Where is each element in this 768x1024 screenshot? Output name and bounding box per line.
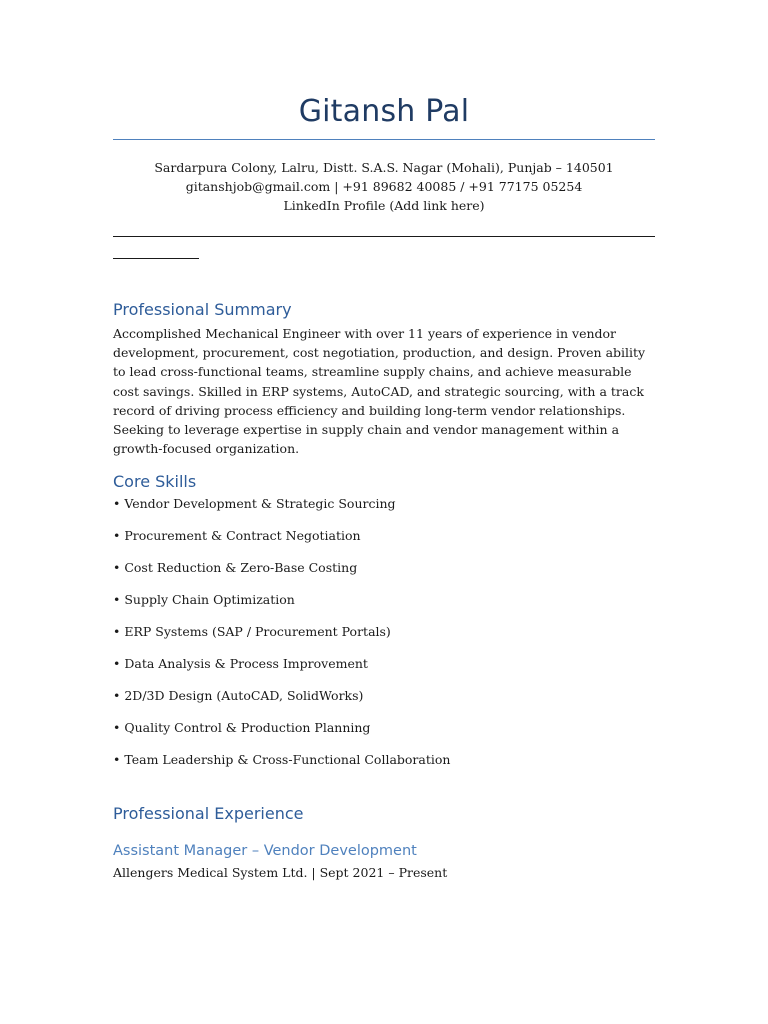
candidate-name: Gitansh Pal	[298, 94, 470, 129]
skill-item: • Team Leadership & Cross-Functional Collaboration	[113, 752, 451, 767]
summary-text: Accomplished Mechanical Engineer with over 11 years of experience in vendor development, procurement, cost negotiation, production, and design. Proven ability to lead cross-functional teams, streamline supply chains, and achieve measurable cost savings. Skilled in ERP systems, AutoCAD, and strategic sourcing, with a track record of driving process efficiency and building long-term vendor relationships. Seeking to leverage expertise in supply chain and vendor management within a growth-focused organization.	[113, 326, 646, 457]
job-title: Assistant Manager – Vendor Development	[113, 843, 417, 859]
skill-item: • Procurement & Contract Negotiation	[113, 528, 361, 543]
summary-heading: Professional Summary	[113, 300, 292, 319]
skill-item: • 2D/3D Design (AutoCAD, SolidWorks)	[113, 688, 364, 703]
skills-heading: Core Skills	[113, 472, 197, 491]
linkedin-line: LinkedIn Profile (Add link here)	[283, 198, 485, 213]
separator-line	[113, 236, 655, 237]
skill-item: • Supply Chain Optimization	[113, 592, 295, 607]
skill-item: • Vendor Development & Strategic Sourcing	[113, 496, 396, 511]
skill-item: • Quality Control & Production Planning	[113, 720, 371, 735]
skill-item: • Cost Reduction & Zero-Base Costing	[113, 560, 358, 575]
skill-item: • Data Analysis & Process Improvement	[113, 656, 368, 671]
separator-line-continuation	[113, 258, 199, 259]
experience-heading: Professional Experience	[113, 804, 304, 823]
contact-line: gitanshjob@gmail.com | +91 89682 40085 / +91 77175 05254	[185, 179, 583, 194]
title-underline	[113, 139, 655, 140]
address-line: Sardarpura Colony, Lalru, Distt. S.A.S. Nagar (Mohali), Punjab – 140501	[154, 160, 614, 175]
skill-item: • ERP Systems (SAP / Procurement Portals)	[113, 624, 391, 639]
job-company: Allengers Medical System Ltd. | Sept 2021 – Present	[113, 865, 448, 880]
